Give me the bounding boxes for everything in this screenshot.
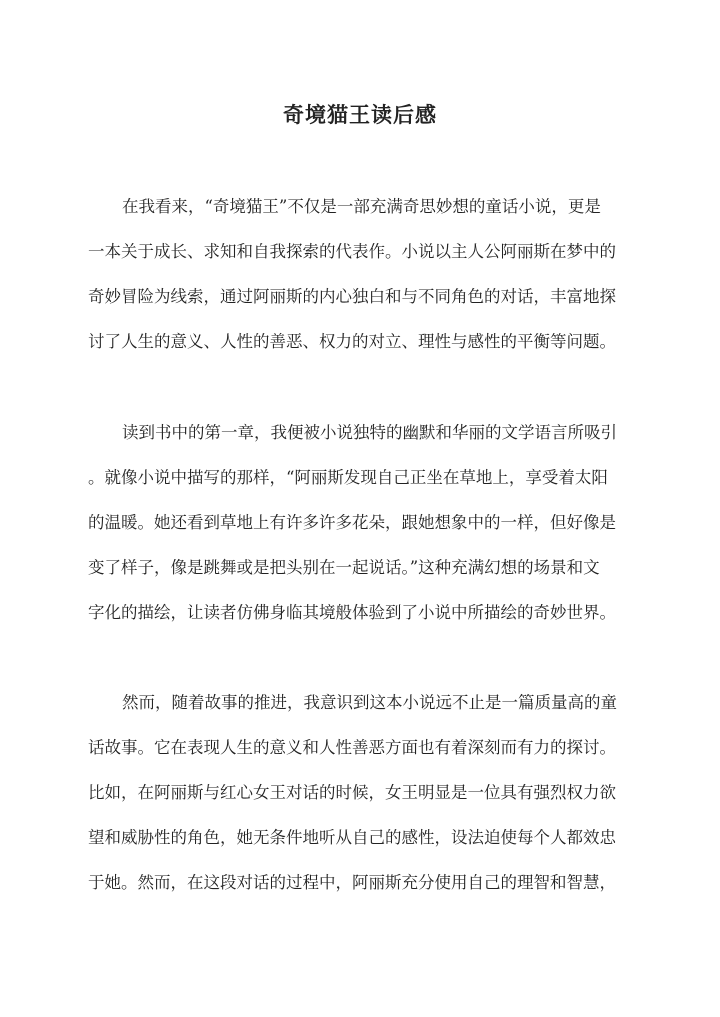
- document-title: 奇境猫王读后感: [283, 102, 437, 128]
- paragraph-line: 字化的描绘，让读者仿佛身临其境般体验到了小说中所描绘的奇妙世界。: [88, 603, 616, 622]
- paragraph-line: 。就像小说中描写的那样，“阿丽斯发现自己正坐在草地上，享受着太阳: [88, 468, 608, 487]
- paragraph-line: 于她。然而，在这段对话的过程中，阿丽斯充分使用自己的理智和智慧，: [88, 873, 616, 892]
- paragraph-line: 在我看来，“奇境猫王”不仅是一部充满奇思妙想的童话小说，更是: [122, 197, 601, 216]
- paragraph-1: [88, 184, 632, 364]
- paragraph-line: 讨了人生的意义、人性的善恶、权力的对立、理性与感性的平衡等问题。: [88, 332, 616, 351]
- paragraph-line: 望和威胁性的角色，她无条件地听从自己的感性，设法迫使每个人都效忠: [88, 828, 616, 847]
- paragraph-line: 的温暖。她还看到草地上有许多许多花朵，跟她想象中的一样，但好像是: [88, 513, 616, 532]
- paragraph-3: [88, 680, 632, 905]
- paragraph-line: 奇妙冒险为线索，通过阿丽斯的内心独白和与不同角色的对话，丰富地探: [88, 287, 616, 306]
- paragraph-line: 变了样子，像是跳舞或是把头别在一起说话。”这种充满幻想的场景和文: [88, 558, 600, 577]
- paragraph-line: 然而，随着故事的推进，我意识到这本小说远不止是一篇质量高的童: [122, 693, 617, 712]
- paragraph-line: 一本关于成长、求知和自我探索的代表作。小说以主人公阿丽斯在梦中的: [88, 242, 616, 261]
- paragraph-line: 读到书中的第一章，我便被小说独特的幽默和华丽的文学语言所吸引: [122, 423, 617, 442]
- paragraph-line: 比如，在阿丽斯与红心女王对话的时候，女王明显是一位具有强烈权力欲: [88, 783, 616, 802]
- paragraph-line: 话故事。它在表现人生的意义和人性善恶方面也有着深刻而有力的探讨。: [88, 738, 616, 757]
- paragraph-2: [88, 410, 632, 635]
